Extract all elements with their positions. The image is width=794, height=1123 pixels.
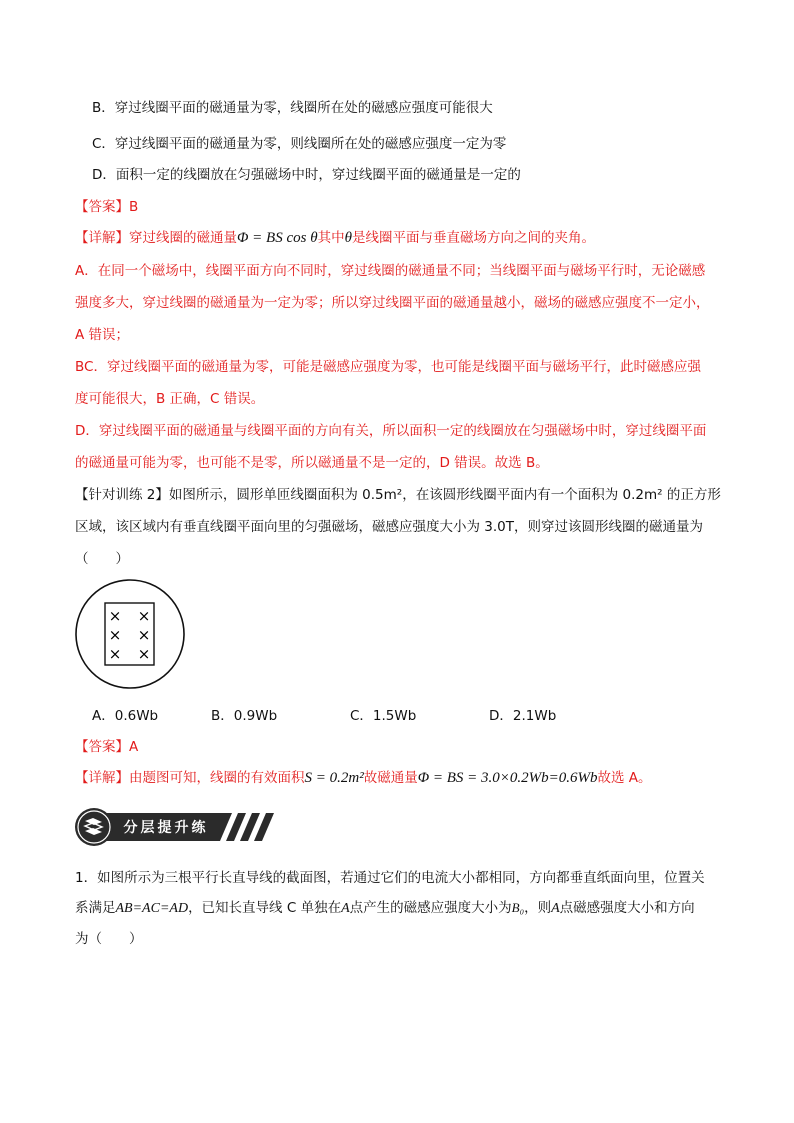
q1-text-e: 点磁感强度大小和方向 (559, 900, 695, 916)
section-banner (74, 807, 274, 847)
section-title: 分层提升练 (123, 820, 209, 836)
answer-2: 【答案】A (75, 739, 139, 755)
field-into-page-mark: × (108, 607, 122, 625)
theta-symbol: θ (344, 230, 352, 246)
coil-field-figure (74, 578, 186, 690)
detail-2 (75, 768, 652, 788)
banner-badge (75, 808, 113, 846)
training-2-line-1: 【针对训练 2】如图所示，圆形单匝线圈面积为 0.5m²，在该圆形线圈平面内有一个面积为 0.2m² 的正方形 (75, 487, 721, 503)
field-into-page-mark: × (137, 607, 151, 625)
option-2-c: C．1.5Wb (350, 708, 417, 724)
q1-point-a2: A (551, 901, 560, 916)
analysis-bc-line-1: BC．穿过线圈平面的磁通量为零，可能是磁感应强度为零，也可能是线圈平面与磁场平行，此时磁感应强 (75, 359, 701, 375)
training-2-line-2: 区域，该区域内有垂直线圈平面向里的匀强磁场，磁感应强度大小为 3.0T，则穿过该圆形线圈的磁通量为 (75, 519, 704, 535)
analysis-a-line-1: A．在同一个磁场中，线圈平面方向不同时，穿过线圈的磁通量不同；当线圈平面与磁场平行时，无论磁感 (75, 263, 706, 279)
option-2-a: A．0.6Wb (92, 708, 159, 724)
detail-1-mid: 其中 (317, 230, 345, 246)
analysis-a-line-2: 强度多大，穿过线圈的磁通量为一定为零；所以穿过线圈平面的磁通量越小，磁场的磁感应强度不一定小， (75, 295, 710, 311)
detail-1 (75, 228, 595, 248)
analysis-bc-line-2: 度可能很大，B 正确，C 错误。 (75, 391, 265, 407)
analysis-d-line-1: D．穿过线圈平面的磁通量与线圈平面的方向有关，所以面积一定的线圈放在匀强磁场中时，穿过线圈平面 (75, 423, 707, 439)
detail-2-prefix: 【详解】由题图可知，线圈的有效面积 (75, 770, 305, 786)
flux-formula: Φ = BS cos θ (237, 230, 318, 246)
detail-2-suffix: 故选 A。 (597, 770, 652, 786)
q1-text-c: 点产生的磁感应强度大小为 (349, 900, 512, 916)
option-2-d: D．2.1Wb (489, 708, 557, 724)
q1-text-a: 系满足 (75, 900, 116, 916)
field-into-page-mark: × (108, 645, 122, 663)
option-c: C．穿过线圈平面的磁通量为零，则线圈所在处的磁感应强度一定为零 (92, 136, 507, 152)
question-1-line-2 (75, 898, 695, 919)
analysis-a-line-3: A 错误； (75, 327, 130, 343)
analysis-d-line-2: 的磁通量可能为零，也可能不是零，所以磁通量不是一定的，D 错误。故选 B。 (75, 455, 549, 471)
q1-text-d: ，则 (524, 900, 552, 916)
question-1-line-3: 为（ ） (75, 931, 143, 947)
field-into-page-mark: × (137, 645, 151, 663)
flux-calc-formula: Φ = BS = 3.0×0.2Wb=0.6Wb (417, 770, 598, 786)
field-into-page-mark: × (108, 626, 122, 644)
q1-text-b: ，已知长直导线 C 单独在 (188, 900, 342, 916)
question-1-line-1: 1．如图所示为三根平行长直导线的截面图，若通过它们的电流大小都相同，方向都垂直纸面向里，位置关 (75, 870, 705, 886)
q1-b0: B₀ (511, 900, 525, 915)
option-d: D．面积一定的线圈放在匀强磁场中时，穿过线圈平面的磁通量是一定的 (92, 167, 521, 183)
field-into-page-mark: × (137, 626, 151, 644)
training-2-line-3: （ ） (75, 551, 129, 567)
option-b: B．穿过线圈平面的磁通量为零，线圈所在处的磁感应强度可能很大 (92, 100, 493, 116)
q1-relation: AB=AC=AD (115, 901, 189, 916)
answer-1: 【答案】B (75, 199, 139, 215)
option-2-b: B．0.9Wb (211, 708, 278, 724)
detail-1-prefix: 【详解】穿过线圈的磁通量 (75, 230, 237, 246)
q1-point-a: A (341, 901, 350, 916)
circular-coil (76, 580, 184, 688)
area-formula: S = 0.2m² (304, 770, 364, 786)
detail-1-suffix: 是线圈平面与垂直磁场方向之间的夹角。 (351, 230, 595, 246)
detail-2-mid: 故磁通量 (363, 770, 418, 786)
